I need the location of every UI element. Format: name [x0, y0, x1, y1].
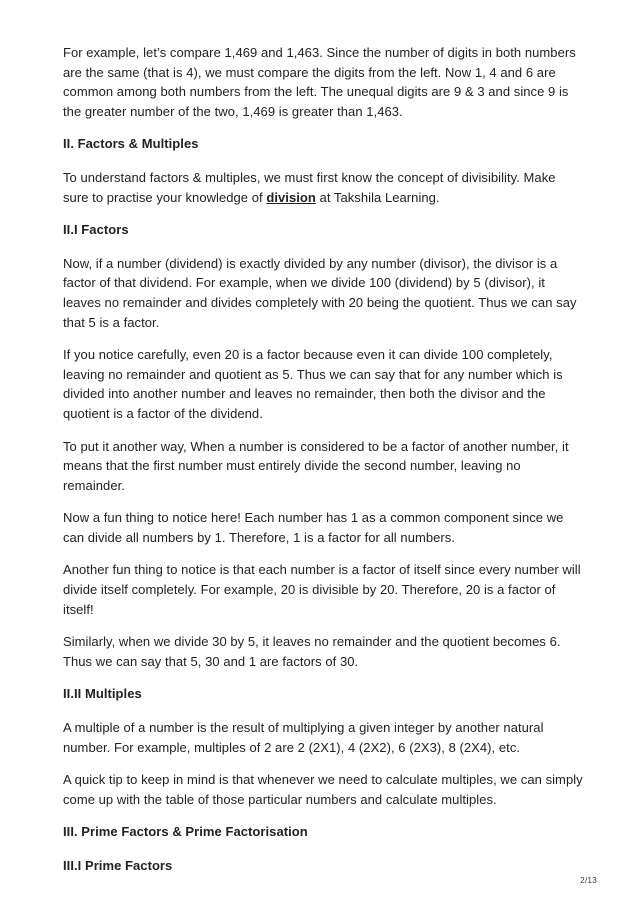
paragraph-divisibility-text-before: To understand factors & multiples, we must first know the concept of divisibility. Make sure to practise your knowledge of	[63, 169, 556, 205]
division-link[interactable]: division	[266, 189, 316, 205]
document-page	[63, 43, 583, 890]
heading-factors-multiples: II. Factors & Multiples	[63, 136, 199, 152]
heading-prime-factorisation: III. Prime Factors & Prime Factorisation	[63, 824, 308, 840]
page-number: 2/13	[580, 876, 597, 885]
paragraph-compare-example: For example, let’s compare 1,469 and 1,463. Since the number of digits in both numbers are the same (that is 4), we must compare the digits from the left. Now 1, 4 and 6 are common among both numbers from the left. The unequal digits are 9 & 3 and since 9 is the greater number of the two, 1,469 is greater than 1,463.	[63, 45, 576, 119]
heading-factors: II.I Factors	[63, 222, 129, 238]
heading-prime-factors: III.I Prime Factors	[63, 858, 173, 873]
paragraph-multiples-tip: A quick tip to keep in mind is that whenever we need to calculate multiples, we can simply come up with the table of those particular numbers and calculate multiples.	[63, 772, 583, 807]
paragraph-multiple-definition: A multiple of a number is the result of multiplying a given integer by another natural number. For example, multiples of 2 are 2 (2X1), 4 (2X2), 6 (2X3), 8 (2X4), etc.	[63, 720, 544, 755]
paragraph-fun-fact-itself: Another fun thing to notice is that each number is a factor of itself since every number will divide itself completely. For example, 20 is divisible by 20. Therefore, 20 is a factor of itself!	[63, 562, 581, 617]
paragraph-fun-fact-one: Now a fun thing to notice here! Each number has 1 as a common component since we can divide all numbers by 1. Therefore, 1 is a factor for all numbers.	[63, 510, 564, 545]
heading-multiples: II.II Multiples	[63, 686, 142, 702]
paragraph-factor-definition: Now, if a number (dividend) is exactly divided by any number (divisor), the divisor is a factor of that dividend. For example, when we divide 100 (dividend) by 5 (divisor), it leaves no remainder and divides completely with 20 being the quotient. Thus we can say that 5 is a factor.	[63, 255, 577, 330]
paragraph-divisibility-intro	[63, 168, 583, 207]
paragraph-quotient-factor: If you notice carefully, even 20 is a factor because even it can divide 100 completely, leaving no remainder and quotient as 5. Thus we can say that for any number which is divided into another number and leaves no remainder, then both the divisor and the quotient is a factor of the dividend.	[63, 347, 563, 421]
paragraph-factors-of-30: Similarly, when we divide 30 by 5, it leaves no remainder and the quotient becomes 6. Thus we can say that 5, 30 and 1 are factors of 30.	[63, 634, 561, 669]
paragraph-divisibility-text-after: at Takshila Learning.	[315, 189, 440, 205]
paragraph-factor-restated: To put it another way, When a number is considered to be a factor of another number, it means that the first number must entirely divide the second number, leaving no remainder.	[63, 438, 569, 493]
